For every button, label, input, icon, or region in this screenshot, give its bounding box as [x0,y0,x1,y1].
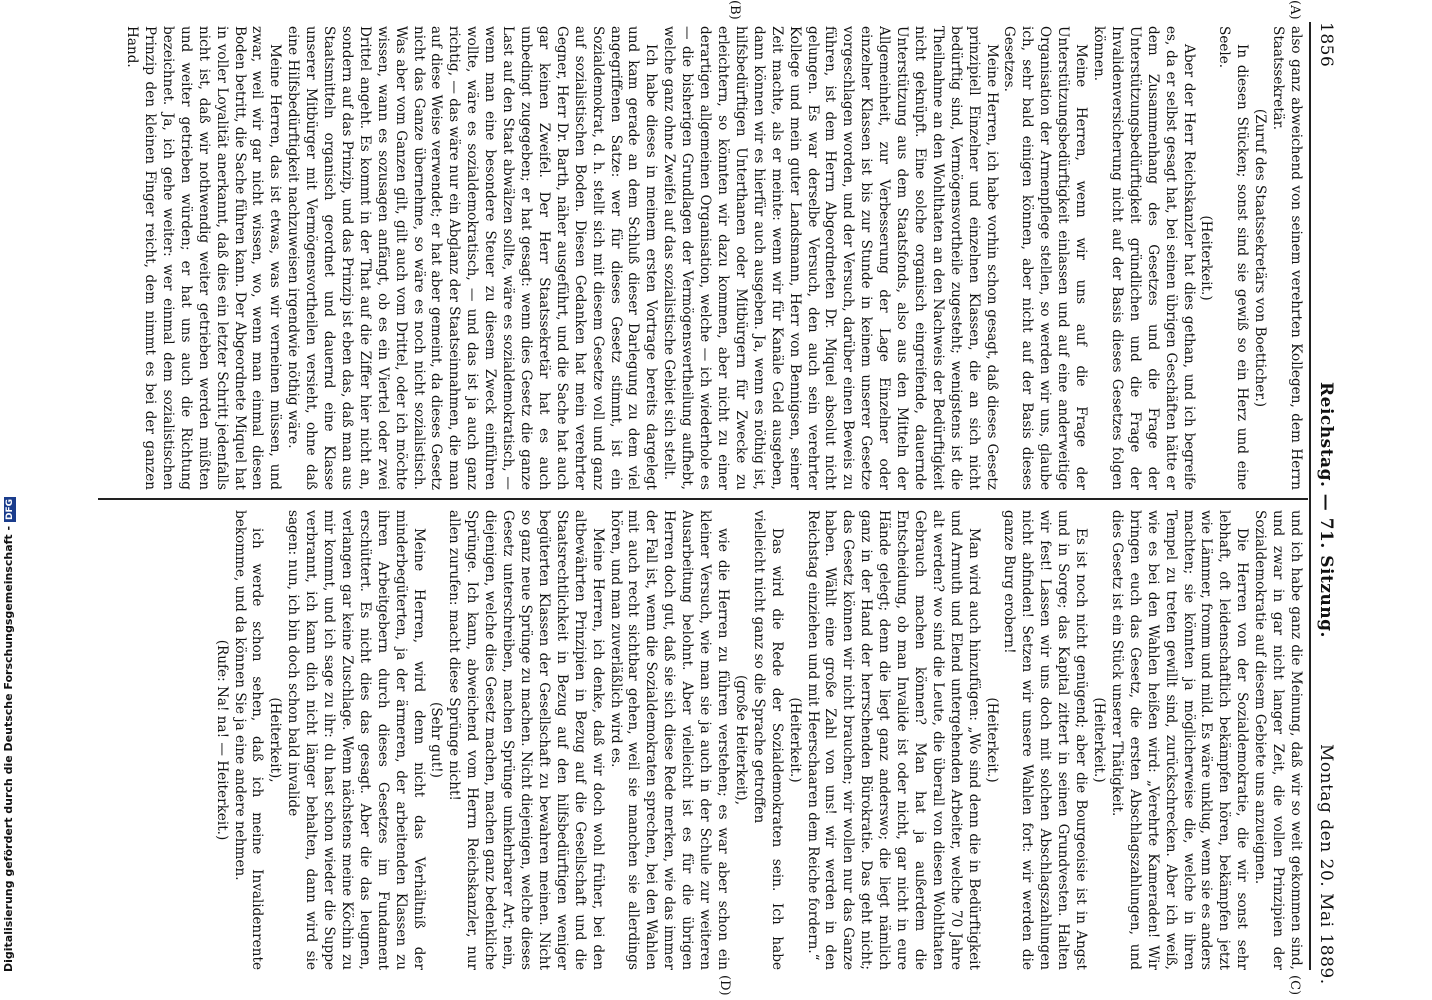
interjection: (Heiterkeit.) [1198,215,1215,301]
paragraph: also ganz abweichend von seinem verehrten Kollegen, dem Herrn Staatssekretär. [1270,26,1304,490]
paragraph: ich werde schon sehen, daß ich meine Invalidenrente bekomme, und da können Sie ja eine andere nehmen. [231,510,266,970]
right-text-column [74,510,1304,970]
paragraph: wie die Herren zu führen verstehen; es war aber schon ein kleiner Versuch, wie man sie ja auch in der Schule zur weiteren Ausarbeitung belohnt. Aber vielleicht ist es für die übrigen Herren doch gut, daß sie sich diese Rede merken, wie das immer der Fall ist, wenn die Sozialdemokraten sprechen, bei den Wahlen mit auch recht sichtbar gehen, weil sie manchen sie allerdings hören, und man zuverläßlich wird es. [607,510,731,970]
margin-mark-c: (C) [1287,975,1302,996]
column-divider [98,498,1308,500]
margin-mark-d: (D) [717,975,732,996]
interjection: (Heiterkeit.) [1091,697,1108,783]
paragraph: Meine Herren, ich habe vorhin schon gesagt, daß dieses Gesetz prinzipiell Einzelner und einzelnen Klassen, die an sich nicht bedürftig sind, Vermögensvortheile zugesteht; wenigstens ist die Theilnahme an den Wohlthaten an den Nachweis der Bedürftigkeit nicht geknüpft. Eine solche organisch eingreifende, dauernde Unterstützung aus dem Staatsfonds, also aus den Mitteln der Allgemeinheit, zur Verbesserung der Lage Einzelner oder einzelner Klassen ist bis zur Stunde in keinem unserer Gesetze vorgeschlagen worden, und der Versuch, darüber einen Beweis zu führen, ist dem Herrn Abgeordneten Dr. Miquel absolut nicht gelungen. Es war derselbe Versuch, den auch sein verehrter Kollege und mein guter Landsmann, Herr von Bennigsen, seiner Zeit machte, als er meinte: wenn wir für Kanäle Geld ausgeben, dann können wir es hierfür auch ausgeben. Ja, wenn es nöthig ist, hilfsbedürftigen Unterthanen oder Mitbürgern für Zwecke zu erleichtern, so könnten wir dazu kommen, aber nicht zu einer derartigen allgemeinen Organisation, welche — ich wiederhole es — die bisherigen Grundlagen der Vermögensvertheilung aufhebt, welche ganz ohne Zweifel auf das sozialistische Gebiet sich stellt. [661,26,1000,490]
paragraph: Meine Herren, wenn wir uns auf die Frage der Unterstützungsbedürftigkeit einlassen und auf eine anderweitige Organisation der Armenpflege stellen, so werden wir uns, glaube ich, sehr bald einigen können, aber nicht auf der Basis dieses Gesetzes. [1001,26,1090,490]
paragraph: Die Herren von der Sozialdemokratie, die wir sonst sehr lebhaft, oft leidenschaftlich bekämpfen hören, bekämpfen jetzt wie Lämmer, fromm und mild. Es wäre unklug, wenn sie es anders machten; sie könnten ja möglicherweise die, welche in ihren Tempel zu treten gewillt sind, zurückschrecken. Aber ich weiß, wie es bei den Wahlen heißen wird: „Verehrte Kameraden! Wir bringen euch das Gesetz, die ersten Abschlagszahlungen, und dies Gesetz ist ein Stück unserer Thätigkeit. [1108,510,1251,970]
interjection: (Rufe: Na! na! — Heiterkeit.) [213,639,230,841]
interjection: (große Heiterkeit), [732,674,749,806]
paragraph: Ich habe dieses in meinem ersten Vortrage bereits dargelegt und kam gerade an dem Schluß dieser Darlegung zu dem viel angegriffenen Satze: wer für dieses Gesetz stimmt, ist ein Sozialdemokrat, d. h. stellt sich mit diesem Gesetze voll und ganz auf sozialistischen Boden. Diesen Gedanken hat mein verehrter Gegner, Herr Dr. Barth, näher ausgeführt, und die Sache hat auch gar keinen Zweifel. Der Herr Staatssekretär hat es auch unbedingt zugegeben; er hat gesagt: wenn dies Gesetz die ganze Last auf den Staat abwälzen sollte, wäre es sozialdemokratisch, — wenn man eine besondere Steuer zu diesem Zweck einführen wollte, wäre es sozialdemokratisch, — und das ist ja auch ganz richtig, — das wäre nur ein Abglanz der Staatseinnahmen, die man auf diese Weise verwendet; er hat aber gemeint, da dieses Gesetz nicht das Ganze übernehme, so wäre es noch nicht sozialistisch. Was aber vom Ganzen gilt, gilt auch vom Drittel, oder ich möchte wissen, wann es sozusagen anfängt, ob es ein Viertel oder zwei Drittel angeht. Es kommt in der That auf die Ziffer hier nicht an, sondern auf das Prinzip, und das Prinzip ist eben das, daß man aus Staatsmitteln organisch geordnet und dauernd eine Klasse unserer Mitbürger mit Vermögensvortheilen versieht, ohne daß eine Hilfsbedürftigkeit nachzuweisen irgendwie nöthig wäre. [285,26,660,490]
paragraph: Meine Herren, das ist etwas, was wir verneinen müssen, und zwar, weil wir gar nicht wissen, wo, wenn man einmal diesen Boden betritt, die Sache führen kann. Der Abgeordnete Miquel hat in voller Loyalität anerkannt, daß dies ein letzter Schritt jedenfalls nicht ist, daß wir nothwendig weiter getrieben werden müßten und weiter getrieben würden; er hat uns auch die Richtung bezeichnet. Ja, ich gehe weiter: wer einmal dem sozialistischen Prinzip den kleinen Finger reicht, dem nimmt es bei der ganzen Hand. [124,26,284,490]
header-rule [1310,22,1312,970]
paragraph: Es ist noch nicht genügend; aber die Bourgeoisie ist in Angst und in Sorge; das Kapital zittert in seinen Grundvesten. Halten wir fest! Lassen wir uns doch mit solchen Abschlagszahlungen nicht abfinden! Setzen wir unsere Wahlen fort: wir werden die ganze Burg erobern! [1001,510,1090,970]
dfg-logo: DFG [5,498,15,520]
paragraph: Meine Herren, wird denn nicht das Verhältniß der minderbegüterten, ja der ärmeren, der arbeitenden Klassen zu ihren Arbeitgebern durch dieses Gesetzes im Fundament erschüttert. Es nicht dies das gesagt. Aber die das leugnen, verlangen gar keine Zuschlage. Wenn nächstens meine Köchin zu mir kommt, und ich sage zu ihr: du hast schon wieder die Suppe verbrannt, ich kann dich nicht länger behalten, dann wird sie sagen: nun, ich bin doch schon bald invalide [285,510,427,970]
paragraph: Man wird auch hinzufügen: „Wo sind denn die in Bedürftigkeit und Armuth und Elend untergehenden Arbeiter, welche 70 Jahre alt werden? wo sind die Leute, die überall von diesen Wohlthaten Gebrauch machen können? Man hat ja außerdem die Entscheidung, ob man Invalide ist oder nicht, gar nicht in eure Hände gelegt; denn die liegt ganz anderswo; die liegt nämlich ganz in der Hand der herrschenden Bürokratie. Das geht nicht; das Gesetz können wir nicht brauchen; wir wollen nur das Ganze haben. Wählt eine große Zahl von uns! wir werden in den Reichstag einziehen und mit Heerschaaren dem Reiche fordern.“ [804,510,982,970]
digitization-credit [2,498,18,972]
left-text-column [74,26,1304,490]
interjection: (Heiterkeit.) [786,697,803,783]
margin-mark-b: (B) [727,0,742,20]
interjection: (Sehr gut!) [428,702,445,778]
page-number: 1856 [1316,22,1336,68]
header-title: Reichstag. — 71. Sitzung. [1316,382,1336,638]
header-date: Montag den 20. Mai 1889. [1316,744,1336,985]
margin-mark-a: (A) [1287,0,1302,20]
paragraph: und ich habe ganz die Meinung, daß wir so weit gekommen sind, und zwar in gar nicht langer Zeit, die vollen Prinzipien der Sozialdemokratie auf diesem Gebiete uns anzueignen. [1252,510,1304,970]
interjection: (Heiterkeit), [267,697,284,783]
paragraph: Das wird die Rede der Sozialdemokraten sein. Ich habe vielleicht nicht ganz so die Sprache getroffen [750,510,785,970]
interjection: (Heiterkeit.) [983,697,1000,783]
interjection: (Zuruf des Staatssekretärs von Boetticher.) [1252,108,1269,408]
paragraph: In diesen Stücken; sonst sind sie gewiß so ein Herz und eine Seele. [1216,26,1251,490]
paragraph: Meine Herren, ich denke, daß wir doch wohl früher, bei den altbewährten Prinzipien in Bezug auf die Gesellschaft und die Staatsrechtlichkeit in Bezug auf den hilfsbedürftigen weniger begüterten Klassen der Gesellschaft zu bewahren meinen. Nicht so ganz neue Sprünge zu machen. Nicht diejenigen, welche dieses Gesetz unterschreiben, machen Sprünge umkehrbarer Art; nein, diejenigen, welche dies Gesetz machen, machen ganz bedenkliche Sprünge. Ich kann, abweichend vom Herrn Reichskanzler, nur allen zurufen: macht diese Sprünge nicht! [446,510,606,970]
paragraph: Aber der Herr Reichskanzler hat dies gethan, und ich begreife es, da er selbst gesagt hat, bei seinen übrigen Geschäften hätte er dem Zusammenhang des Gesetzes und die Frage der Unterstützungsbedürftigkeit gründlichen und die Frage der Invalidenversicherung nicht auf der Basis dieses Gesetzes folgen können. [1091,26,1197,490]
credit-text: Digitalisierung gefördert durch die Deutsche Forschungsgemeinschaft - [2,525,15,972]
